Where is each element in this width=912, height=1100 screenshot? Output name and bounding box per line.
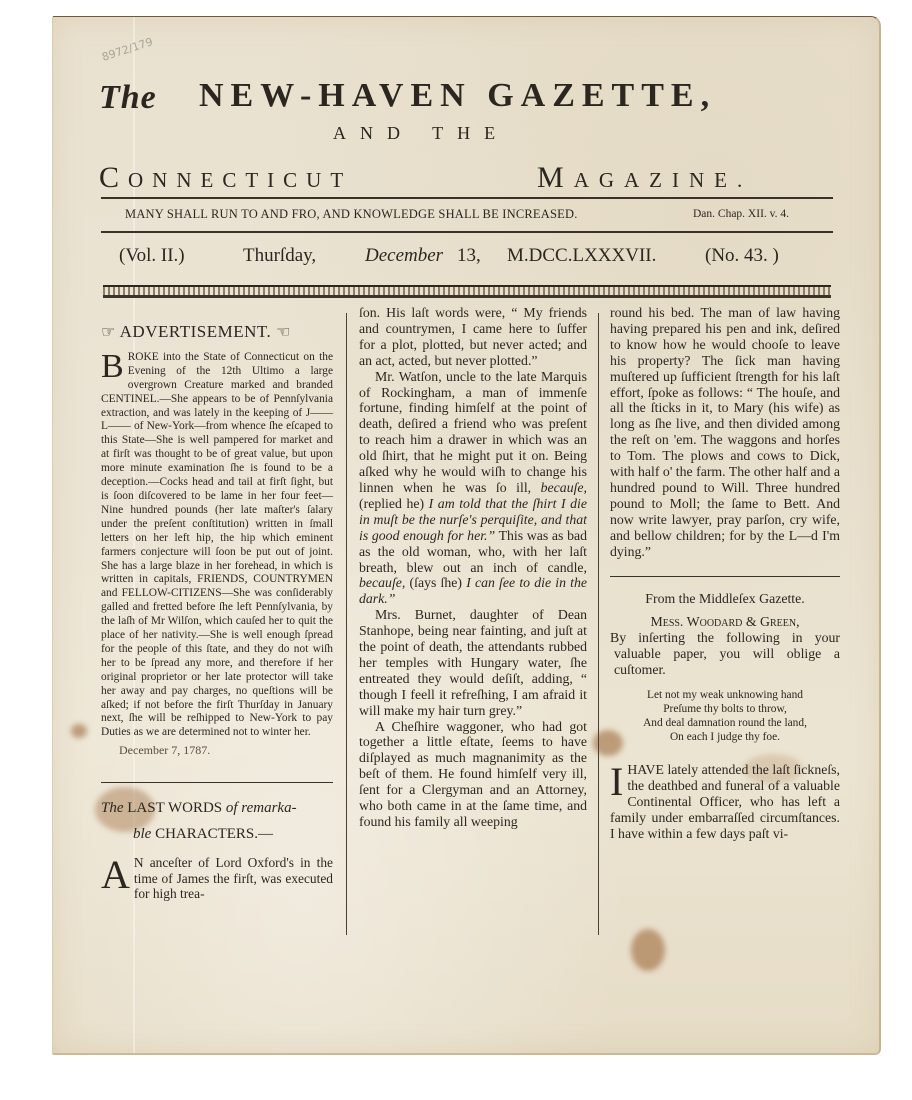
- masthead-rule-bottom: [101, 231, 833, 233]
- drop-cap-a: A: [101, 852, 130, 898]
- poem: [610, 688, 840, 744]
- source-line: From the Middleſex Gazette.: [645, 590, 805, 606]
- masthead-magazine: MAGAZINE.: [537, 161, 753, 194]
- poem-line: Preſume thy bolts to throw,: [663, 703, 787, 716]
- handwritten-note: 8972/179: [100, 35, 155, 64]
- newspaper-page: [52, 16, 881, 1055]
- column-3: [610, 305, 840, 842]
- poem-line: Let not my weak unknowing hand: [647, 689, 803, 702]
- paragraph-watson: Mr. Watſon, uncle to the late Marquis of Rockingham, a man of immenſe fortune, finding himſelf at the point of death, deſired a friend who was preſent to reach him a drawer in which was an old ſhirt, that he might put it on. Being aſked why he would wiſh to change his linnen when he was ſo ill, becauſe, (replied he) I am told that the ſhirt I die in muſt be the nurſe's perquiſite, and that is good enough for her.” This was as bad as the old woman, who, with her laſt breath, blew out an inch of candle, becauſe, (ſays ſhe) I can ſee to die in the dark.”: [359, 368, 588, 607]
- pointing-hand-right-icon: ☞: [101, 322, 116, 341]
- column-divider-1: [346, 313, 347, 935]
- paragraph-burnet: Mrs. Burnet, daughter of Dean Stanhope, being near fainting, and juſt at the point of death, the attendants rubbed her temples with Hungary water, ſhe entreated they would deſiſt, adding, “ though I feell it refreſhing, I am afraid it will make my hair turn grey.”: [359, 607, 587, 718]
- issue-number: (No. 43. ): [705, 245, 779, 266]
- letter-body: IHAVE lately attended the laſt ſickneſs, the deathbed and funeral of a valuable Continental Officer, who has left a family under embarraſſed circumſtances. I have within a few days paſt vi-: [610, 759, 840, 841]
- stain-bottom: [631, 929, 665, 971]
- masthead-and-the: AND THE: [333, 123, 510, 143]
- ornamental-rule: [103, 285, 831, 298]
- motto-reference: Dan. Chap. XII. v. 4.: [693, 208, 790, 220]
- masthead-rule-top: [101, 197, 833, 199]
- paragraph-oxford: ſon. His laſt words were, “ My friends and countrymen, I came here to ſuffer for a plot, plotted, but never acted; and an act, acted, but never plotted.”: [359, 305, 587, 368]
- weekday: Thurſday,: [243, 245, 317, 266]
- paragraph-waggoner: A Cheſhire waggoner, who had got together a little eſtate, ſeems to have diſplayed as much magnanimity as the beſt of them. He found himſelf very ill, ſent for a Clergyman and an Attorney, who both came in at the ſame time, and found his family all weeping: [359, 718, 587, 829]
- date-month: December: [365, 245, 444, 266]
- masthead-connecticut: CONNECTICUT: [99, 161, 353, 194]
- volume: (Vol. II.): [119, 245, 185, 266]
- date-day: 13,: [457, 245, 481, 266]
- stain-left-1: [71, 724, 87, 738]
- column-2: [359, 305, 587, 830]
- salutation: Meſſ. Woodard & Green,: [650, 614, 800, 630]
- masthead-the: The: [99, 79, 157, 116]
- drop-cap-b: B: [101, 347, 124, 385]
- section-divider: [101, 782, 333, 783]
- last-words-title: The LAST WORDS of remarka- ble CHARACTERS.—: [101, 800, 297, 843]
- motto: MANY SHALL RUN TO AND FRO, AND KNOWLEDGE SHALL BE INCREASED.: [125, 207, 578, 221]
- poem-line: On each I judge thy foe.: [669, 731, 781, 744]
- advertisement-date: December 7, 1787.: [119, 743, 211, 758]
- masthead-title: NEW-HAVEN GAZETTE,: [199, 77, 717, 114]
- pointing-hand-left-icon: ☜: [275, 322, 291, 341]
- poem-line: And deal damnation round the land,: [643, 717, 807, 730]
- advertisement-heading: ☞ ADVERTISEMENT. ☜: [101, 322, 291, 341]
- column-1: [101, 305, 333, 902]
- drop-cap-i: I: [610, 759, 624, 805]
- last-words-intro: A N anceſter of Lord Oxford's in the time of James the firſt, was executed for high trea-: [101, 852, 333, 902]
- column-divider-2: [598, 313, 599, 935]
- advertisement-body: BROKE into the State of Connecticut on the Evening of the 12th Ultimo a large overgrown Creature marked and branded CENTINEL.—She appears to be of Pennſylvania extraction, and was lately in the keeping of J—— L—— of New-York—from whence ſhe eſcaped to this State—She is well pampered for market and at firſt was thought to be of great value, but upon more minute examination ſhe is found to be a deception.—Cocks head and tail at firſt ſight, but is ſoon diſcovered to be lame in her four feet—Nine hundred pounds (her late maſter's ſalary under the preſent conſtitution) written in ſmall letters on her left hip, the hip which eminent farmers conjecture will ſoon be put out of joint. She has a large blaze in her forehead, in which is written in capitals, FRIENDS, COUNTRYMEN and FELLOW-CITIZENS—She was conſiderably galled and fretted before ſhe left Pennſylvania, by the laſh of Mr Wilſon, which cauſed her to quit the place of her nativity.—She is well enough ſpread for the people of this ſtate, and they do not wiſh her to be ſpread any more, and therefore if her original proprietor or her late protector will take her away and pay charges, no queſtions will be aſked; if not before the firſt Thurſday in January next, ſhe will be reſhipped to New-York to pay Duties as we are determined not to winter her.: [101, 347, 333, 739]
- letter-intro: By inſerting the following in your valuable paper, you will oblige a cuſtomer.: [610, 630, 840, 678]
- year: M.DCC.LXXXVII.: [507, 245, 657, 266]
- paragraph-waggoner-cont: round his bed. The man of law having having prepared his pen and ink, deſired to know how he would chooſe to leave his property? The ſick man having muſtered up ſufficient ſtrength for his laſt effort, ſpoke as follows: “ The houſe, and all the ſticks in it, to Mary (his wife) as long as ſhe live, and then divided among the reſt on 'em. The waggons and horſes to Tom. The plows and cows to Dick, with half o' the farm. The other half and a hundred pound to Will. Three hundred pound to Moll; the ſame to Bett. And now write lawyer, pray parſon, cry wife, and bellow children; for by the L—d I'm dying.”: [610, 305, 840, 559]
- section-divider: [610, 576, 840, 577]
